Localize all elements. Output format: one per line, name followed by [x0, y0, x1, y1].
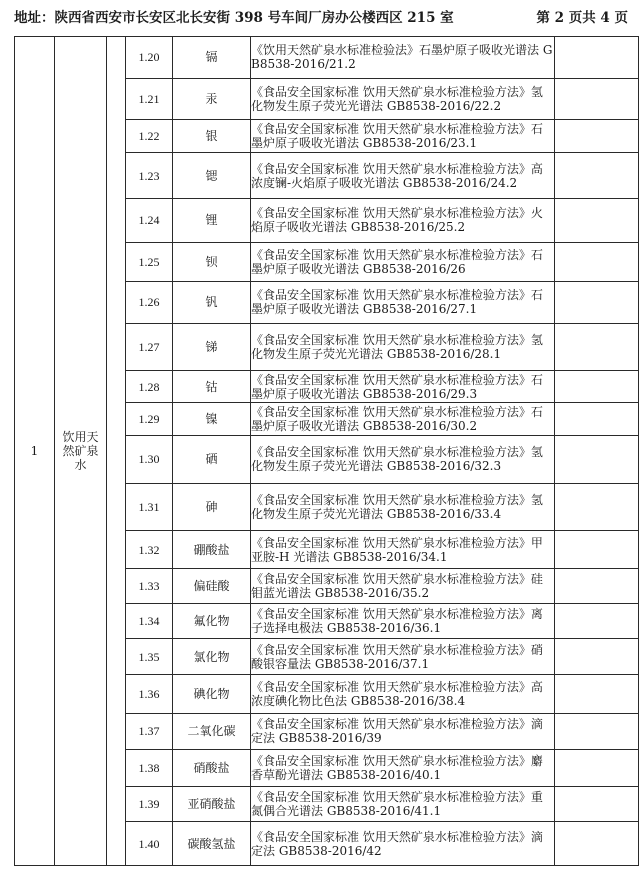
test-item: 银 [173, 120, 251, 153]
table-body [15, 37, 639, 866]
test-method: 《食品安全国家标准 饮用天然矿泉水标准检验方法》麝香草酚光谱法 GB8538-2016/40.1 [251, 749, 555, 786]
test-method: 《食品安全国家标准 饮用天然矿泉水标准检验方法》氢化物发生原子荧光光谱法 GB8538-2016/32.3 [251, 435, 555, 483]
remarks-cell [555, 714, 639, 749]
item-number: 1.32 [126, 531, 173, 568]
test-method: 《食品安全国家标准 饮用天然矿泉水标准检验方法》石墨炉原子吸收光谱法 GB8538-2016/23.1 [251, 120, 555, 153]
test-method: 《食品安全国家标准 饮用天然矿泉水标准检验方法》氢化物发生原子荧光光谱法 GB8538-2016/33.4 [251, 483, 555, 531]
remarks-cell [555, 435, 639, 483]
test-item: 偏硅酸 [173, 568, 251, 603]
remarks-cell [555, 371, 639, 402]
test-item: 碘化物 [173, 674, 251, 713]
test-item: 镉 [173, 37, 251, 79]
item-number: 1.40 [126, 822, 173, 866]
remarks-cell [555, 674, 639, 713]
table-row [15, 37, 639, 79]
test-item: 钴 [173, 371, 251, 402]
remarks-cell [555, 749, 639, 786]
remarks-cell [555, 402, 639, 435]
test-method: 《食品安全国家标准 饮用天然矿泉水标准检验方法》高浓度镧-火焰原子吸收光谱法 GB8538-2016/24.2 [251, 153, 555, 199]
remarks-cell [555, 639, 639, 674]
remarks-cell [555, 822, 639, 866]
item-number: 1.25 [126, 242, 173, 281]
test-item: 亚硝酸盐 [173, 786, 251, 821]
test-item: 氯化物 [173, 639, 251, 674]
item-number: 1.30 [126, 435, 173, 483]
remarks-cell [555, 531, 639, 568]
item-number: 1.36 [126, 674, 173, 713]
test-method: 《食品安全国家标准 饮用天然矿泉水标准检验方法》石墨炉原子吸收光谱法 GB8538-2016/27.1 [251, 282, 555, 324]
item-number: 1.23 [126, 153, 173, 199]
remarks-cell [555, 242, 639, 281]
remarks-cell [555, 323, 639, 371]
remarks-cell [555, 37, 639, 79]
test-method: 《食品安全国家标准 饮用天然矿泉水标准检验方法》高浓度碘化物比色法 GB8538-2016/38.4 [251, 674, 555, 713]
test-method: 《食品安全国家标准 饮用天然矿泉水标准检验方法》氢化物发生原子荧光光谱法 GB8538-2016/28.1 [251, 323, 555, 371]
test-method: 《食品安全国家标准 饮用天然矿泉水标准检验方法》氢化物发生原子荧光光谱法 GB8538-2016/22.2 [251, 78, 555, 120]
test-item: 锶 [173, 153, 251, 199]
remarks-cell [555, 120, 639, 153]
test-item: 锂 [173, 199, 251, 243]
remarks-cell [555, 604, 639, 639]
test-method: 《食品安全国家标准 饮用天然矿泉水标准检验方法》石墨炉原子吸收光谱法 GB8538-2016/30.2 [251, 402, 555, 435]
item-number: 1.39 [126, 786, 173, 821]
test-method: 《食品安全国家标准 饮用天然矿泉水标准检验方法》火焰原子吸收光谱法 GB8538-2016/25.2 [251, 199, 555, 243]
test-item: 硒 [173, 435, 251, 483]
test-item: 锑 [173, 323, 251, 371]
test-item: 碳酸氢盐 [173, 822, 251, 866]
item-number: 1.26 [126, 282, 173, 324]
product-name: 饮用天然矿泉水 [62, 430, 99, 472]
sequence-number: 1 [30, 444, 39, 458]
remarks-cell [555, 568, 639, 603]
page-number: 第 2 页共 4 页 [536, 10, 628, 26]
test-method: 《食品安全国家标准 饮用天然矿泉水标准检验方法》重氮偶合光谱法 GB8538-2016/41.1 [251, 786, 555, 821]
test-method: 《食品安全国家标准 饮用天然矿泉水标准检验方法》硅钼蓝光谱法 GB8538-2016/35.2 [251, 568, 555, 603]
item-number: 1.24 [126, 199, 173, 243]
item-number: 1.37 [126, 714, 173, 749]
item-number: 1.27 [126, 323, 173, 371]
item-number: 1.33 [126, 568, 173, 603]
test-item: 硝酸盐 [173, 749, 251, 786]
test-item: 氟化物 [173, 604, 251, 639]
test-method: 《食品安全国家标准 饮用天然矿泉水标准检验方法》石墨炉原子吸收光谱法 GB8538-2016/26 [251, 242, 555, 281]
remarks-cell [555, 199, 639, 243]
sequence-number-cell [15, 37, 55, 866]
test-methods-table [14, 36, 639, 866]
page-header [14, 6, 634, 30]
item-number: 1.35 [126, 639, 173, 674]
item-number: 1.22 [126, 120, 173, 153]
test-method: 《食品安全国家标准 饮用天然矿泉水标准检验方法》硝酸银容量法 GB8538-2016/37.1 [251, 639, 555, 674]
test-method: 《食品安全国家标准 饮用天然矿泉水标准检验方法》滴定法 GB8538-2016/42 [251, 822, 555, 866]
address-text: 地址：陕西省西安市长安区北长安街 398 号车间厂房办公楼西区 215 室 [14, 10, 454, 26]
test-item: 钡 [173, 242, 251, 281]
test-item: 汞 [173, 78, 251, 120]
remarks-cell [555, 786, 639, 821]
test-method: 《食品安全国家标准 饮用天然矿泉水标准检验方法》离子选择电极法 GB8538-2016/36.1 [251, 604, 555, 639]
test-item: 砷 [173, 483, 251, 531]
test-method: 《食品安全国家标准 饮用天然矿泉水标准检验方法》甲亚胺-H 光谱法 GB8538-2016/34.1 [251, 531, 555, 568]
remarks-cell [555, 153, 639, 199]
test-item: 钒 [173, 282, 251, 324]
item-number: 1.31 [126, 483, 173, 531]
item-number: 1.20 [126, 37, 173, 79]
test-item: 硼酸盐 [173, 531, 251, 568]
item-number: 1.38 [126, 749, 173, 786]
test-method: 《食品安全国家标准 饮用天然矿泉水标准检验方法》石墨炉原子吸收光谱法 GB8538-2016/29.3 [251, 371, 555, 402]
test-method: 《食品安全国家标准 饮用天然矿泉水标准检验方法》滴定法 GB8538-2016/39 [251, 714, 555, 749]
remarks-cell [555, 282, 639, 324]
remarks-cell [555, 483, 639, 531]
test-method: 《饮用天然矿泉水标准检验法》石墨炉原子吸收光谱法 GB8538-2016/21.2 [251, 37, 555, 79]
item-number: 1.34 [126, 604, 173, 639]
product-name-cell [55, 37, 107, 866]
test-item: 二氧化碳 [173, 714, 251, 749]
blank-column-cell [107, 37, 126, 866]
remarks-cell [555, 78, 639, 120]
item-number: 1.29 [126, 402, 173, 435]
test-item: 镍 [173, 402, 251, 435]
item-number: 1.21 [126, 78, 173, 120]
item-number: 1.28 [126, 371, 173, 402]
